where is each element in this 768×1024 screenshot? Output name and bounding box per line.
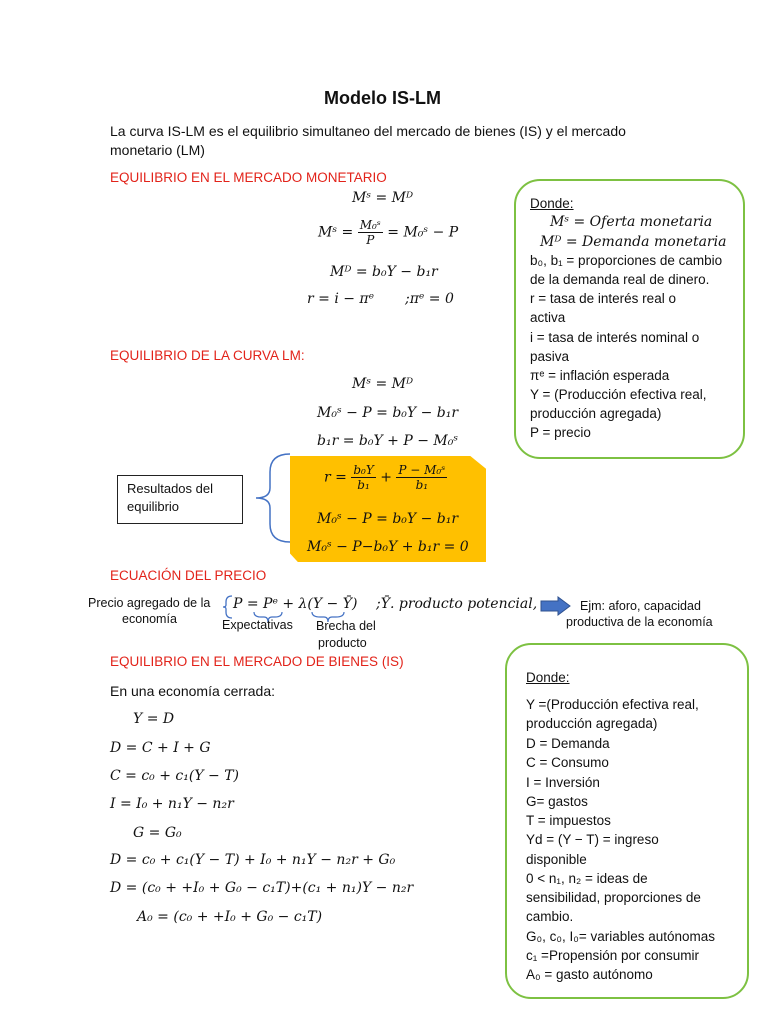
eq-eqb-1-num-2: P − M₀ˢ	[398, 463, 446, 477]
donde-2-line-1: Y =(Producción efectiva real,	[526, 697, 699, 712]
eq-ms-den: P	[366, 233, 375, 247]
donde-1-line-4: de la demanda real de dinero.	[530, 272, 710, 287]
eq-ms-num: M₀ˢ	[359, 218, 381, 232]
eq-lm-2: M₀ˢ − P = b₀Y − b₁r	[317, 405, 459, 421]
ejm-line-1: Ejm: aforo, capacidad	[580, 599, 701, 613]
eq-r: r = i − πᵉ	[307, 291, 375, 307]
is-eq-1: Y = D	[133, 711, 175, 727]
price-potential: ;Ȳ. producto potencial,	[376, 596, 538, 612]
page-title: Modelo IS-LM	[324, 88, 441, 108]
section-monetario: EQUILIBRIO EN EL MERCADO MONETARIO	[110, 170, 387, 185]
eq-eqb-1-den-2: b₁	[415, 478, 429, 492]
eq-eqb-1-left: r =	[324, 469, 347, 486]
donde-2-line-8: Yd = (Y − T) = ingreso	[526, 832, 659, 847]
brecha-label-2: producto	[318, 636, 367, 650]
brace-icon	[252, 452, 292, 544]
donde-1-header: Donde:	[530, 196, 574, 211]
eq-eqb-1-num-1: b₀Y	[353, 463, 374, 477]
donde-1-line-6: activa	[530, 310, 566, 325]
is-eq-4: I = I₀ + n₁Y − n₂r	[110, 796, 234, 812]
donde-2-line-3: D = Demanda	[526, 736, 610, 751]
donde-2-line-15: A₀ = gasto autónomo	[526, 967, 653, 982]
section-precio: ECUACIÓN DEL PRECIO	[110, 568, 267, 583]
resultados-line-1: Resultados del	[127, 481, 213, 496]
eq-ms-left: Mˢ =	[318, 224, 354, 241]
eq-eqb-1-plus: +	[380, 469, 392, 486]
expectativas-label: Expectativas	[222, 618, 293, 632]
brecha-label-1: Brecha del	[316, 619, 376, 633]
donde-1-line-9: πᵉ = inflación esperada	[530, 368, 670, 383]
eq-ms-right: = M₀ˢ − P	[387, 224, 459, 241]
eq-pie: ;πᵉ = 0	[405, 291, 454, 307]
arrow-right-icon	[540, 596, 572, 616]
eq-ms-fraction	[318, 218, 458, 247]
eq-eqb-1-frac-1	[351, 463, 375, 492]
eq-eqb-1	[324, 463, 447, 492]
resultados-line-2: equilibrio	[127, 499, 180, 514]
donde-1-line-11: producción agregada)	[530, 406, 662, 421]
donde-2-line-14: c₁ =Propensión por consumir	[526, 948, 700, 963]
donde-1-line-2: Mᴰ = Demanda monetaria	[540, 234, 727, 250]
donde-2-line-2: producción agregada)	[526, 716, 658, 731]
donde-2-line-13: G₀, c₀, I₀= variables autónomas	[526, 929, 716, 944]
intro-line-1: La curva IS-LM es el equilibrio simultaneo del mercado de bienes (IS) y el mercado	[110, 123, 626, 139]
ejm-line-2: productiva de la economía	[566, 615, 713, 629]
eq-md: Mᴰ = b₀Y − b₁r	[330, 264, 438, 280]
donde-2-line-6: G= gastos	[526, 794, 588, 809]
donde-1-line-5: r = tasa de interés real o	[530, 291, 676, 306]
donde-2-line-4: C = Consumo	[526, 755, 609, 770]
donde-2-header: Donde:	[526, 670, 570, 685]
price-equation: P = Pᵉ + λ(Y − Ȳ)	[233, 596, 358, 612]
section-lm: EQUILIBRIO DE LA CURVA LM:	[110, 348, 305, 363]
eq-ms-md: Mˢ = Mᴰ	[352, 190, 414, 206]
is-eq-6: D = c₀ + c₁(Y − T) + I₀ + n₁Y − n₂r + G₀	[110, 852, 396, 868]
precio-label-1: Precio agregado de la	[88, 596, 211, 610]
donde-1-line-8: pasiva	[530, 349, 570, 364]
eq-eqb-1-den-1: b₁	[357, 478, 370, 492]
eq-eqb-2: M₀ˢ − P = b₀Y − b₁r	[317, 511, 459, 527]
eq-lm-1: Mˢ = Mᴰ	[352, 376, 414, 392]
is-intro: En una economía cerrada:	[110, 683, 275, 699]
donde-1-line-7: i = tasa de interés nominal o	[530, 330, 700, 345]
donde-1-line-10: Y = (Producción efectiva real,	[530, 387, 707, 402]
is-eq-2: D = C + I + G	[110, 740, 211, 756]
is-eq-5: G = G₀	[133, 825, 182, 841]
donde-2-line-7: T = impuestos	[526, 813, 611, 828]
section-is: EQUILIBRIO EN EL MERCADO DE BIENES (IS)	[110, 654, 404, 669]
eq-lm-3: b₁r = b₀Y + P − M₀ˢ	[317, 433, 459, 449]
donde-1-line-12: P = precio	[530, 425, 591, 440]
donde-2-line-12: cambio.	[526, 909, 574, 924]
eq-eqb-1-frac-2	[396, 463, 447, 492]
donde-2-line-11: sensibilidad, proporciones de	[526, 890, 701, 905]
eq-eqb-3: M₀ˢ − P−b₀Y + b₁r = 0	[307, 539, 469, 555]
donde-2-line-5: I = Inversión	[526, 775, 600, 790]
donde-1-line-1: Mˢ = Oferta monetaria	[550, 214, 713, 230]
donde-1-line-3: b₀, b₁ = proporciones de cambio	[530, 253, 723, 268]
donde-2-line-10: 0 < n₁, n₂ = ideas de	[526, 871, 648, 886]
is-eq-7: D = (c₀ + +I₀ + G₀ − c₁T)+(c₁ + n₁)Y − n₂r	[110, 880, 414, 896]
intro-line-2: monetario (LM)	[110, 142, 205, 158]
precio-label-2: economía	[122, 612, 177, 626]
donde-2-line-9: disponible	[526, 852, 587, 867]
is-eq-3: C = c₀ + c₁(Y − T)	[110, 768, 240, 784]
eq-ms-frac	[358, 218, 383, 247]
is-eq-8: A₀ = (c₀ + +I₀ + G₀ − c₁T)	[137, 909, 323, 925]
